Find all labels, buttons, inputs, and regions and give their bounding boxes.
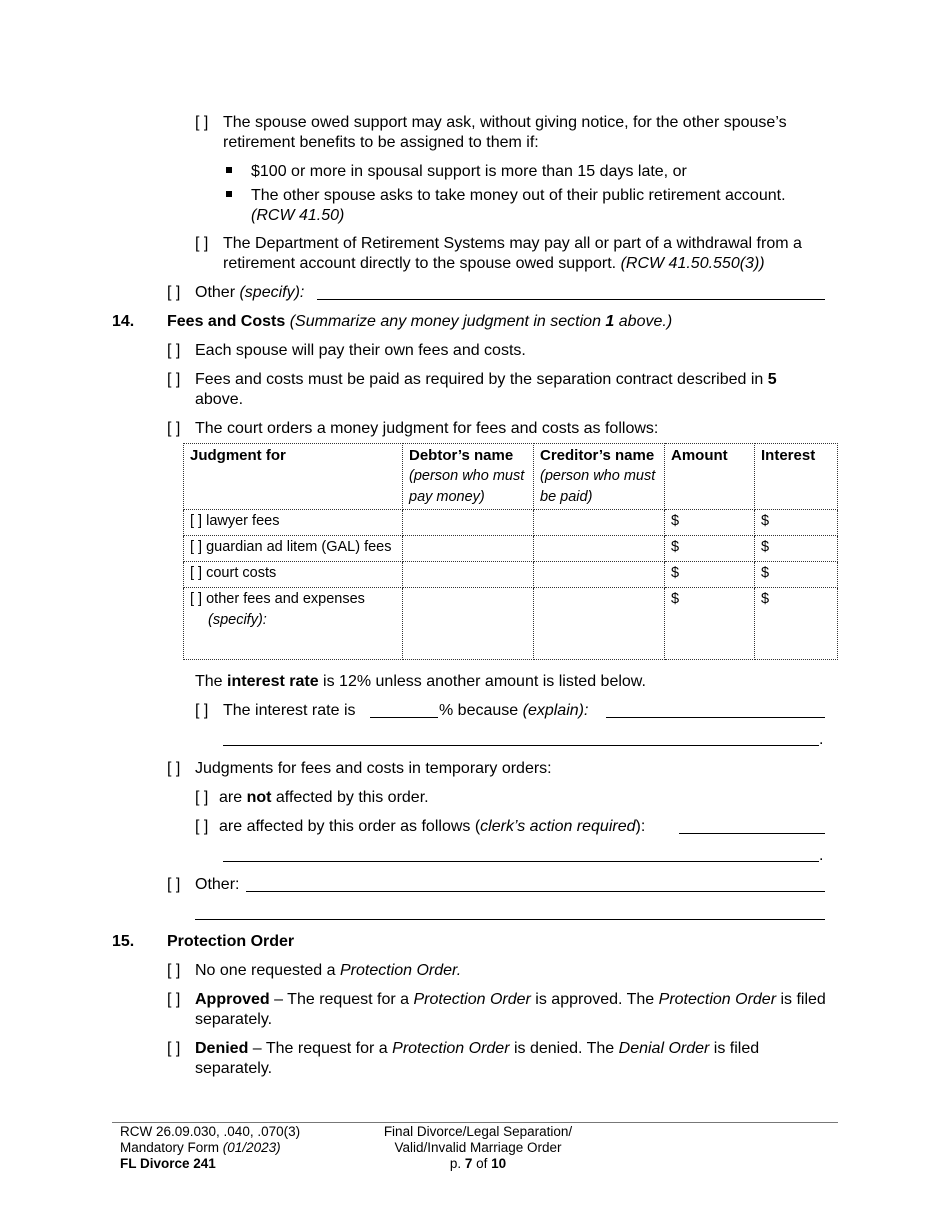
interest-rate-because: % because (explain): (439, 702, 589, 719)
retirement-paragraph-2: The Department of Retirement Systems may pay all or part of a withdrawal from a retirement account directly to the spouse owed support. (RCW 41.50.550(3)) (223, 235, 802, 272)
row-label[interactable]: [ ] other fees and expenses (specify): (184, 588, 403, 660)
interest-explain-line-2[interactable] (223, 745, 819, 746)
fees-option-3-checkbox[interactable]: [ ] (167, 420, 181, 437)
section-14-number: 14. (112, 313, 135, 330)
section-15-number: 15. (112, 933, 135, 950)
header-debtor: Debtor’s name (person who must pay money) (403, 444, 534, 510)
affected-line-1[interactable] (679, 833, 825, 834)
amount-cell[interactable]: $ (665, 536, 755, 562)
amount-cell[interactable]: $ (665, 562, 755, 588)
fees-other-line-2[interactable] (195, 919, 825, 920)
debtor-cell[interactable] (403, 536, 534, 562)
creditor-cell[interactable] (534, 588, 665, 660)
affected-checkbox[interactable]: [ ] (195, 818, 209, 835)
period: . (819, 847, 824, 864)
protection-option-1-checkbox[interactable]: [ ] (167, 962, 181, 979)
table-row (184, 510, 838, 536)
section-15-heading: Protection Order (167, 933, 295, 950)
retirement-other-checkbox[interactable]: [ ] (167, 284, 181, 301)
fees-option-2-checkbox[interactable]: [ ] (167, 371, 181, 388)
creditor-cell[interactable] (534, 536, 665, 562)
retirement-other-line[interactable] (317, 299, 825, 300)
table-row (184, 536, 838, 562)
not-affected-label: are not affected by this order. (219, 789, 429, 806)
section-14-heading: Fees and Costs (Summarize any money judgment in section 1 above.) (167, 313, 673, 330)
table-row (184, 562, 838, 588)
row-label[interactable]: [ ] court costs (184, 562, 403, 588)
temporary-orders-label: Judgments for fees and costs in temporary orders: (195, 760, 552, 777)
debtor-cell[interactable] (403, 510, 534, 536)
fees-option-3: The court orders a money judgment for fees and costs as follows: (195, 420, 659, 437)
debtor-cell[interactable] (403, 588, 534, 660)
debtor-cell[interactable] (403, 562, 534, 588)
amount-cell[interactable]: $ (665, 510, 755, 536)
footer-rule (112, 1122, 838, 1123)
retirement-bullet-1: $100 or more in spousal support is more than 15 days late, or (251, 163, 687, 180)
fees-other-checkbox[interactable]: [ ] (167, 876, 181, 893)
affected-line-2[interactable] (223, 861, 819, 862)
protection-option-2: Approved – The request for a Protection Order is approved. The Protection Order is filed separately. (195, 991, 826, 1028)
creditor-cell[interactable] (534, 510, 665, 536)
period: . (819, 731, 824, 748)
retirement-checkbox-2[interactable]: [ ] (195, 235, 209, 252)
retirement-checkbox-1[interactable]: [ ] (195, 114, 209, 131)
retirement-bullet-2: The other spouse asks to take money out of their public retirement account. (RCW 41.50) (251, 187, 786, 224)
retirement-paragraph-1: The spouse owed support may ask, without giving notice, for the other spouse’s retirement benefits to be assigned to them if: (223, 114, 787, 151)
header-amount: Amount (665, 444, 755, 510)
header-creditor: Creditor’s name (person who must be paid) (534, 444, 665, 510)
interest-rate-label: The interest rate is (223, 702, 356, 719)
bullet-icon (226, 167, 232, 173)
temporary-orders-checkbox[interactable]: [ ] (167, 760, 181, 777)
protection-option-3-checkbox[interactable]: [ ] (167, 1040, 181, 1057)
retirement-other-label: Other (specify): (195, 284, 305, 301)
footer-left: RCW 26.09.030, .040, .070(3) Mandatory Form (01/2023) FL Divorce 241 (120, 1124, 301, 1171)
protection-option-1: No one requested a Protection Order. (195, 962, 462, 979)
fees-option-1-checkbox[interactable]: [ ] (167, 342, 181, 359)
row-label[interactable]: [ ] guardian ad litem (GAL) fees (184, 536, 403, 562)
protection-option-3: Denied – The request for a Protection Order is denied. The Denial Order is filed separately. (195, 1040, 760, 1077)
amount-cell[interactable]: $ (665, 588, 755, 660)
judgment-table (183, 443, 838, 660)
header-judgment-for: Judgment for (184, 444, 403, 510)
not-affected-checkbox[interactable]: [ ] (195, 789, 209, 806)
fees-option-1: Each spouse will pay their own fees and costs. (195, 342, 526, 359)
interest-rate-input[interactable] (370, 717, 438, 718)
interest-cell[interactable]: $ (755, 536, 838, 562)
interest-cell[interactable]: $ (755, 588, 838, 660)
table-row (184, 588, 838, 660)
interest-rate-checkbox[interactable]: [ ] (195, 702, 209, 719)
fees-other-label: Other: (195, 876, 240, 893)
protection-option-2-checkbox[interactable]: [ ] (167, 991, 181, 1008)
row-label[interactable]: [ ] lawyer fees (184, 510, 403, 536)
affected-label: are affected by this order as follows (clerk’s action required): (219, 818, 646, 835)
bullet-icon (226, 191, 232, 197)
interest-rate-statement: The interest rate is 12% unless another amount is listed below. (195, 673, 646, 690)
fees-other-line-1[interactable] (246, 891, 825, 892)
creditor-cell[interactable] (534, 562, 665, 588)
header-interest: Interest (755, 444, 838, 510)
interest-cell[interactable]: $ (755, 510, 838, 536)
footer-center: Final Divorce/Legal Separation/ Valid/Invalid Marriage Order p. 7 of 10 (383, 1124, 573, 1171)
interest-explain-line-1[interactable] (606, 717, 825, 718)
fees-option-2: Fees and costs must be paid as required by the separation contract described in 5 above. (195, 371, 777, 408)
interest-cell[interactable]: $ (755, 562, 838, 588)
